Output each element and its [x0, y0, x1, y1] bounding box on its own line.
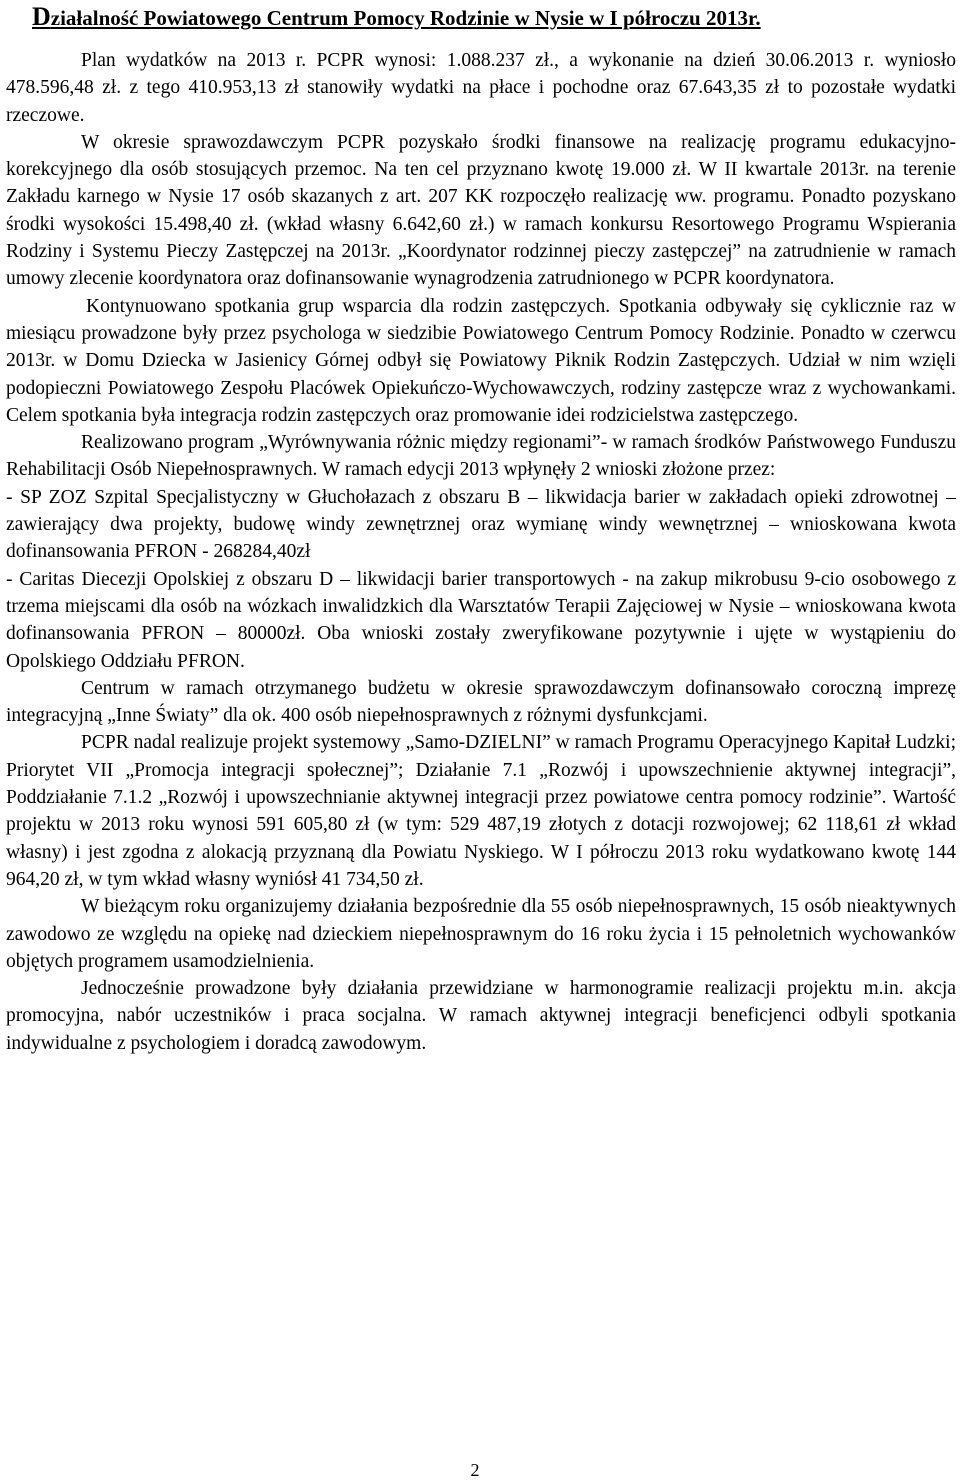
- document-title: [32, 4, 956, 31]
- page-number: 2: [470, 1460, 480, 1480]
- paragraph-application-1: - SP ZOZ Szpital Specjalistyczny w Głuchołazach z obszaru B – likwidacja barier w zakładach opieki zdrowotnej – zawierający dwa projekty, budowę windy zewnętrznej oraz wymianę windy wewnętrznej – wnioskowana kwota dofinansowania PFRON - 268284,40zł: [6, 486, 956, 563]
- title-initial: D: [32, 2, 51, 31]
- title-text: ziałalność Powiatowego Centrum Pomocy Rodzinie w Nysie w I półroczu 2013r.: [50, 6, 761, 30]
- paragraph-budget: Plan wydatków na 2013 r. PCPR wynosi: 1.088.237 zł., a wykonanie na dzień 30.06.2013 r. wyniosło 478.596,48 zł. z tego 410.953,13 zł stanowiły wydatki na płace i pochodne oraz 67.643,35 zł to pozostałe wydatki rzeczowe.: [6, 50, 956, 126]
- paragraph-integration-event: Centrum w ramach otrzymanego budżetu w okresie sprawozdawczym dofinansowało coroczną imprezę integracyjną „Inne Światy” dla ok. 400 osób niepełnosprawnych z różnymi dysfunkcjami.: [6, 677, 956, 727]
- paragraph-correction-program: W okresie sprawozdawczym PCPR pozyskało środki finansowe na realizację programu edukacyjno-korekcyjnego dla osób stosujących przemoc. Na ten cel przyznano kwotę 19.000 zł. W II kwartale 2013r. na terenie Zakładu karnego w Nysie 17 osób skazanych z art. 207 KK rozpoczęło realizację ww. programu. Ponadto pozyskano środki wysokości 15.498,40 zł. (wkład własny 6.642,60 zł.) w ramach konkursu Resortowego Programu Wspierania Rodziny i Systemu Pieczy Zastępczej na 2013r. „Koordynator rodzinnej pieczy zastępczej” na zatrudnienie w ramach umowy zlecenie koordynatora oraz dofinansowanie wynagrodzenia zatrudnionego w PCPR koordynatora.: [6, 131, 956, 290]
- paragraph-samo-dzielni: PCPR nadal realizuje projekt systemowy „Samo-DZIELNI” w ramach Programu Operacyjnego Kapitał Ludzki; Priorytet VII „Promocja integracji społecznej”; Działanie 7.1 „Rozwój i upowszechnienie aktywnej integracji”, Poddziałanie 7.1.2 „Rozwój i upowszechnianie aktywnej integracji przez powiatowe centra pomocy rodzinie”. Wartość projektu w 2013 roku wynosi 591 605,80 zł (w tym: 529 487,19 złotych z dotacji rozwojowej; 62 118,61 zł wkład własny) i jest zgodna z alokacją przyznaną dla Powiatu Nyskiego. W I półroczu 2013 roku wydatkowano kwotę 144 964,20 zł, w tym wkład własny wyniósł 41 734,50 zł.: [6, 732, 956, 890]
- paragraph-application-2: - Caritas Diecezji Opolskiej z obszaru D – likwidacji barier transportowych - na zakup mikrobusu 9-cio osobowego z trzema miejscami dla osób na wózkach inwalidzkich dla Warsztatów Terapii Zajęciowej w Nysie – wnioskowana kwota dofinansowania PFRON – 80000zł. Oba wnioski zostały zweryfikowane pozytywnie i ujęte w wystąpieniu do Opolskiego Oddziału PFRON.: [6, 568, 956, 672]
- paragraph-support-groups: Kontynuowano spotkania grup wsparcia dla rodzin zastępczych. Spotkania odbywały się cyklicznie raz w miesiącu prowadzone były przez psychologa w siedzibie Powiatowego Centrum Pomocy Rodzinie. Ponadto w czerwcu 2013r. w Domu Dziecka w Jasienicy Górnej odbył się Powiatowy Piknik Rodzin Zastępczych. Udział w nim wzięli podopieczni Powiatowego Zespołu Placówek Opiekuńczo-Wychowawczych, rodziny zastępcze wraz z wychowankami. Celem spotkania była integracja rodzin zastępczych oraz promowanie idei rodzicielstwa zastępczego.: [6, 295, 956, 426]
- paragraph-regional-program: Realizowano program „Wyrównywania różnic między regionami”- w ramach środków Państwowego Funduszu Rehabilitacji Osób Niepełnosprawnych. W ramach edycji 2013 wpłynęły 2 wnioski złożone przez:: [6, 432, 956, 481]
- paragraph-participants: W bieżącym roku organizujemy działania bezpośrednie dla 55 osób niepełnosprawnych, 15 osób nieaktywnych zawodowo ze względu na opiekę nad dzieckiem niepełnosprawnym do 16 roku życia i 15 pełnoletnich wychowanków objętych programem usamodzielnienia.: [6, 896, 956, 972]
- paragraph-activities: Jednocześnie prowadzone były działania przewidziane w harmonogramie realizacji projektu m.in. akcja promocyjna, nabór uczestników i praca socjalna. W ramach aktywnej integracji beneficjenci odbyli spotkania indywidualne z psychologiem i doradcą zawodowym.: [6, 978, 956, 1054]
- document-page: [6, 0, 956, 1057]
